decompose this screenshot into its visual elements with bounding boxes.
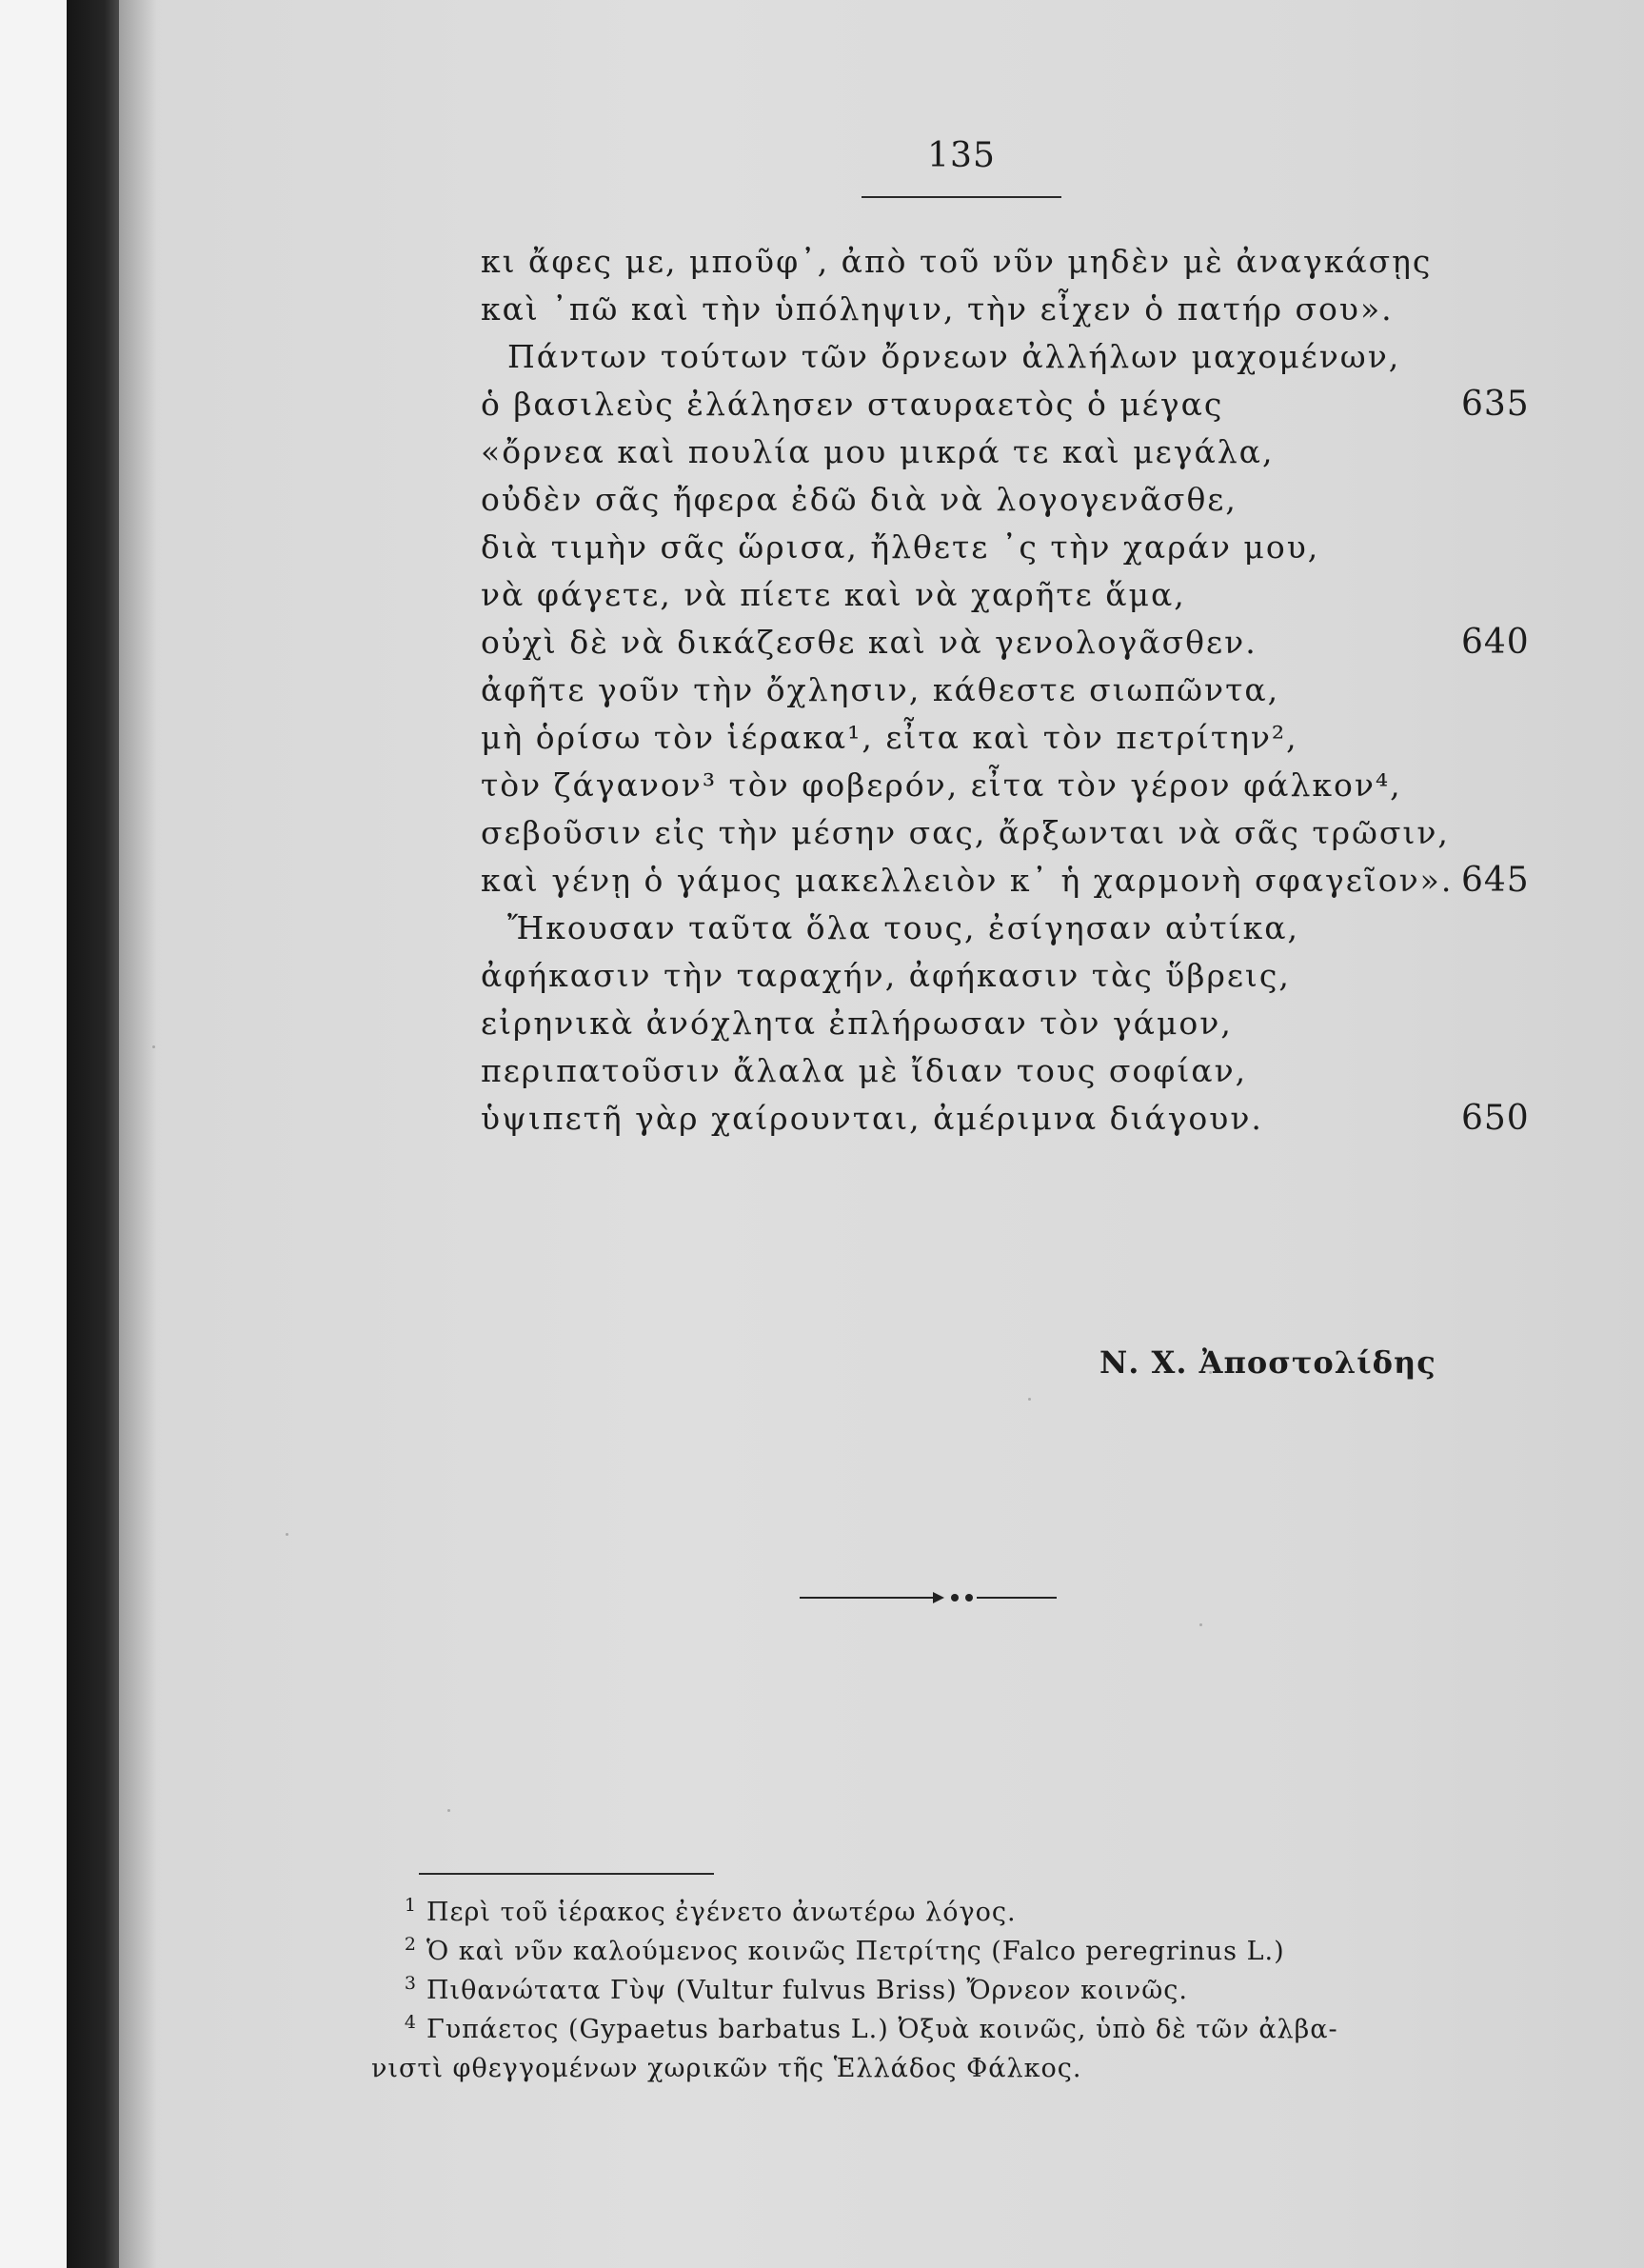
verse-line bbox=[481, 1000, 1528, 1047]
verse-line bbox=[481, 952, 1528, 1000]
verse-line bbox=[481, 238, 1528, 286]
verse-line bbox=[481, 333, 1528, 381]
poem-text bbox=[481, 238, 1528, 1143]
footnote: 2 Ὁ καὶ νῦν καλούμενος κοινῶς Πετρίτης (Falco peregrinus L.) bbox=[404, 1934, 1285, 1966]
verse-text: οὐχὶ δὲ νὰ δικάζεσθε καὶ νὰ γενολογᾶσθεν. bbox=[481, 624, 1258, 661]
verse-text: μὴ ὁρίσω τὸν ἱέρακα¹, εἶτα καὶ τὸν πετρίτην², bbox=[481, 719, 1298, 756]
verse-line bbox=[481, 381, 1528, 428]
verse-text: τὸν ζάγανον³ τὸν φοβερόν, εἶτα τὸν γέρον φάλκον⁴, bbox=[481, 766, 1402, 804]
verse-number: 635 bbox=[1461, 385, 1530, 424]
verse-text: Πάντων τούτων τῶν ὄρνεων ἀλλήλων μαχομένων, bbox=[507, 338, 1401, 375]
verse-text: καὶ ᾽πῶ καὶ τὴν ὑπόληψιν, τὴν εἶχεν ὁ πατήρ σου». bbox=[481, 290, 1394, 328]
footnote-rule bbox=[419, 1873, 714, 1875]
verse-text: «ὄρνεα καὶ πουλία μου μικρά τε καὶ μεγάλα, bbox=[481, 433, 1275, 470]
verse-line bbox=[481, 809, 1528, 857]
verse-text: ὁ βασιλεὺς ἐλάλησεν σταυραετὸς ὁ μέγας bbox=[481, 386, 1224, 423]
verse-line bbox=[481, 666, 1528, 714]
verse-number: 640 bbox=[1461, 623, 1530, 662]
scan-margin bbox=[0, 0, 67, 2268]
verse-text: ὑψιπετῆ γὰρ χαίρουνται, ἀμέριμνα διάγουν. bbox=[481, 1100, 1263, 1137]
footnote: 1 Περὶ τοῦ ἱέρακος ἐγένετο ἀνωτέρω λόγος. bbox=[404, 1895, 1017, 1927]
binding-shadow bbox=[119, 0, 157, 2268]
header-rule bbox=[862, 196, 1061, 198]
verse-line bbox=[481, 1095, 1528, 1143]
verse-line bbox=[481, 1047, 1528, 1095]
verse-text: οὐδὲν σᾶς ἤφερα ἐδῶ διὰ νὰ λογογενᾶσθε, bbox=[481, 481, 1238, 518]
verse-text: Ἤκουσαν ταῦτα ὅλα τους, ἐσίγησαν αὐτίκα, bbox=[507, 909, 1299, 946]
page-number: 135 bbox=[927, 136, 996, 175]
footnote-continuation bbox=[371, 2049, 1561, 2088]
verse-text: εἰρηνικὰ ἀνόχλητα ἐπλήρωσαν τὸν γάμον, bbox=[481, 1005, 1233, 1042]
footnote-text: Περὶ τοῦ ἱέρακος ἐγένετο ἀνωτέρω λόγος. bbox=[426, 1898, 1017, 1927]
verse-line bbox=[481, 714, 1528, 762]
book-binding-edge bbox=[67, 0, 119, 2268]
verse-text: ἀφήκασιν τὴν ταραχήν, ἀφήκασιν τὰς ὕβρεις, bbox=[481, 957, 1291, 994]
verse-line bbox=[481, 905, 1528, 952]
verse-line bbox=[481, 857, 1528, 905]
verse-text: διὰ τιμὴν σᾶς ὥρισα, ἤλθετε ᾽ς τὴν χαράν μου, bbox=[481, 528, 1320, 566]
verse-text: νὰ φάγετε, νὰ πίετε καὶ νὰ χαρῆτε ἅμα, bbox=[481, 576, 1186, 613]
footnote: 4 Γυπάετος (Gypaetus barbatus L.) Ὀξυὰ κοινῶς, ὑπὸ δὲ τῶν ἀλβα- bbox=[404, 2012, 1338, 2044]
footnote: 3 Πιθανώτατα Γὺψ (Vultur fulvus Briss) Ὄρνεον κοινῶς. bbox=[404, 1973, 1188, 2005]
footnote-text: Πιθανώτατα Γὺψ (Vultur fulvus Briss) Ὄρνεον κοινῶς. bbox=[426, 1976, 1188, 2005]
verse-line bbox=[481, 428, 1528, 476]
footnote-text: νιστὶ φθεγγομένων χωρικῶν τῆς Ἑλλάδος Φάλκος. bbox=[371, 2054, 1082, 2083]
verse-number: 650 bbox=[1461, 1099, 1530, 1138]
author-signature: Ν. Χ. Ἀποστολίδης bbox=[1099, 1344, 1436, 1381]
verse-text: κι ἄφες με, μποῦφ᾽, ἀπὸ τοῦ νῦν μηδὲν μὲ ἀναγκάσῃς bbox=[481, 243, 1433, 280]
verse-line bbox=[481, 619, 1528, 666]
verse-line bbox=[481, 762, 1528, 809]
verse-line bbox=[481, 571, 1528, 619]
section-divider-ornament bbox=[800, 1588, 1057, 1607]
footnotes bbox=[371, 1893, 1561, 2088]
verse-text: ἀφῆτε γοῦν τὴν ὄχλησιν, κάθεστε σιωπῶντα, bbox=[481, 671, 1280, 708]
verse-text: περιπατοῦσιν ἄλαλα μὲ ἴδιαν τους σοφίαν, bbox=[481, 1052, 1248, 1089]
verse-line bbox=[481, 476, 1528, 524]
footnote-text: Ὁ καὶ νῦν καλούμενος κοινῶς Πετρίτης (Falco peregrinus L.) bbox=[426, 1937, 1285, 1966]
verse-line bbox=[481, 286, 1528, 333]
footnote-text: Γυπάετος (Gypaetus barbatus L.) Ὀξυὰ κοινῶς, ὑπὸ δὲ τῶν ἀλβα- bbox=[426, 2015, 1338, 2044]
verse-text: καὶ γένῃ ὁ γάμος μακελλειὸν κ᾽ ἡ χαρμονὴ σφαγεῖον». bbox=[481, 862, 1454, 899]
verse-line bbox=[481, 524, 1528, 571]
verse-number: 645 bbox=[1461, 861, 1530, 900]
verse-text: σεβοῦσιν εἰς τὴν μέσην σας, ἄρξωνται νὰ σᾶς τρῶσιν, bbox=[481, 814, 1450, 851]
